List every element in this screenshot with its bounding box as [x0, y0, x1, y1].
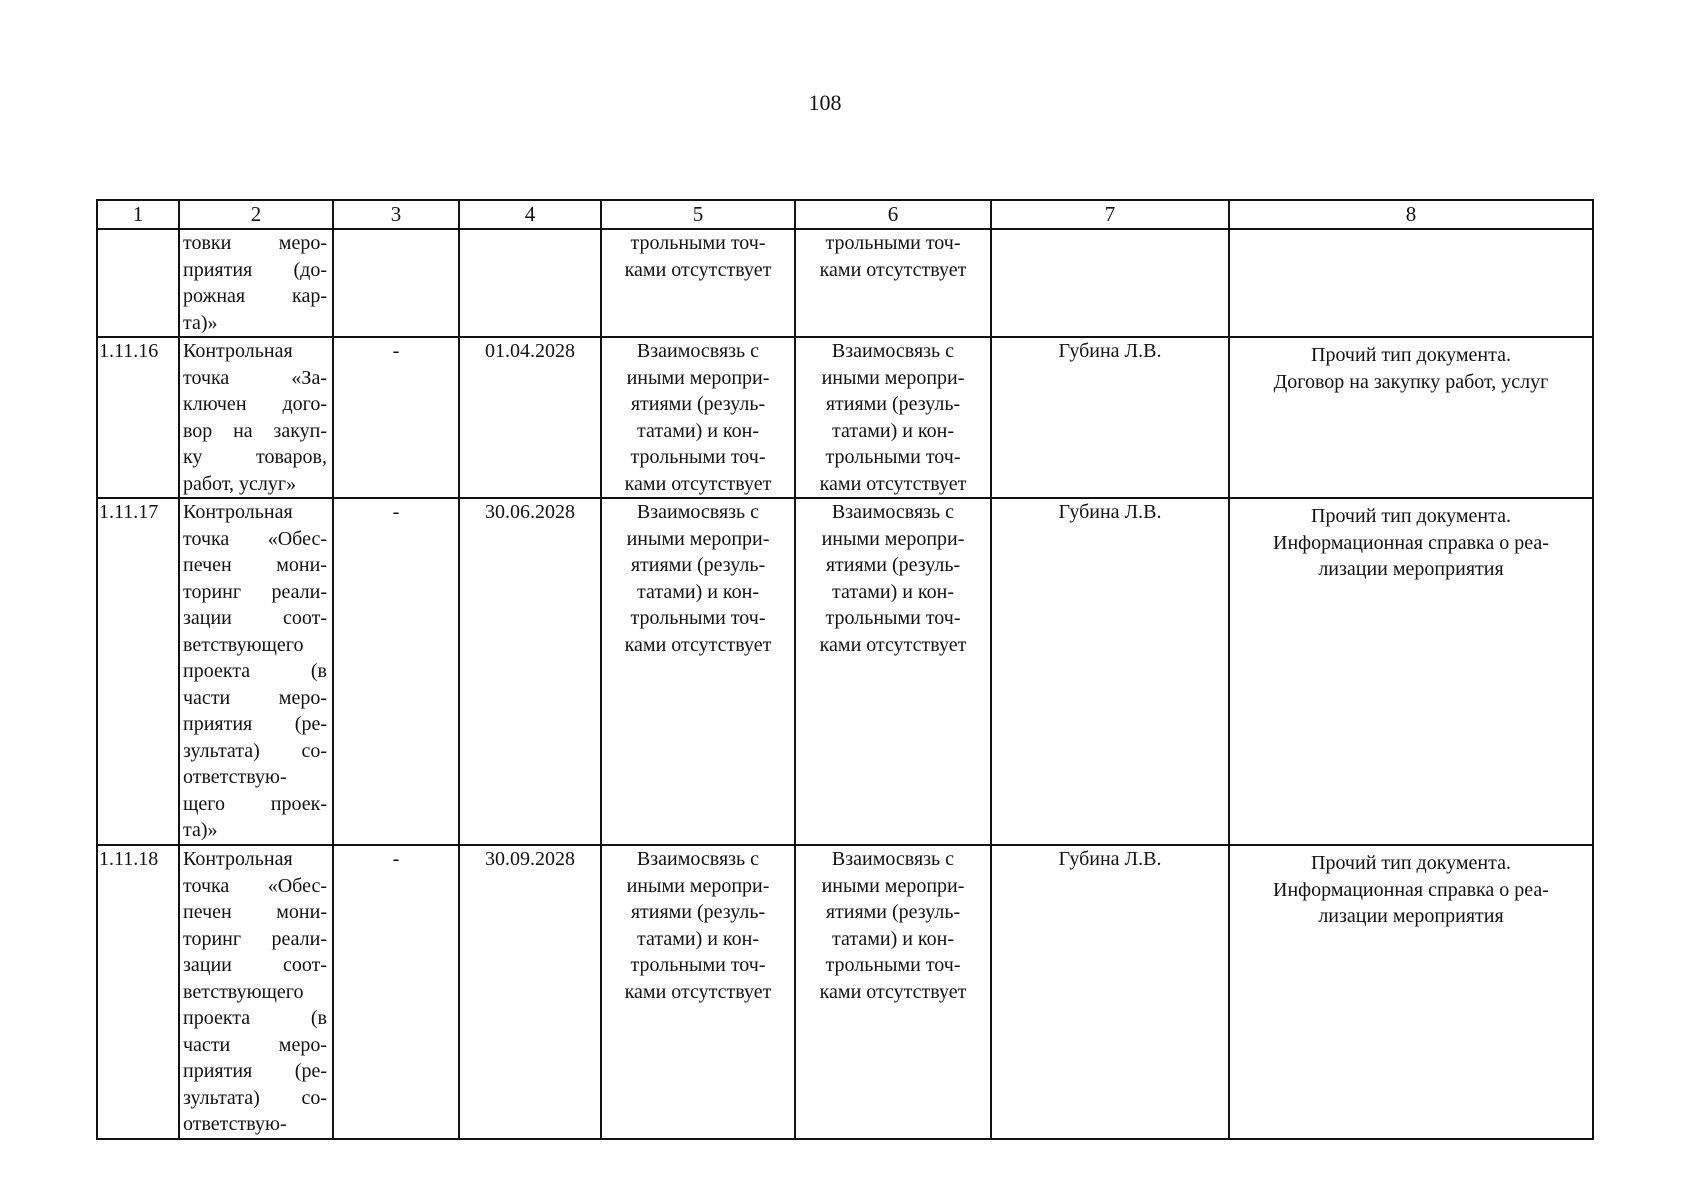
- cell-line: ками отсутствует: [624, 980, 772, 1003]
- predecessor-cell: -: [333, 337, 459, 498]
- deadline-cell: 30.09.2028: [459, 845, 601, 1139]
- cell-line: иными меропри-: [821, 874, 965, 897]
- measures-table: [96, 199, 1594, 1140]
- header-cell-7: 7: [991, 200, 1229, 229]
- cell-line: торинг реали-: [183, 580, 327, 603]
- cell-line: Прочий тип документа.: [1311, 505, 1511, 527]
- cell-line: части меро-: [183, 686, 327, 709]
- predecessor-cell: -: [333, 498, 459, 845]
- cell-line: лизации мероприятия: [1318, 905, 1504, 927]
- cell-line: ками отсутствует: [819, 472, 967, 495]
- cell-line: ками отсутствует: [819, 258, 967, 281]
- relation-cell-5: [601, 845, 795, 1139]
- item-name-cell: [179, 498, 333, 845]
- cell-line: татами) и кон-: [832, 419, 954, 442]
- cell-line: татами) и кон-: [637, 580, 759, 603]
- cell-line: иными меропри-: [821, 527, 965, 550]
- cell-line: ответствую-: [183, 1113, 287, 1135]
- cell-line: товки меро-: [183, 232, 327, 254]
- responsible-cell: [991, 229, 1229, 337]
- relation-cell-6: [795, 498, 991, 845]
- cell-line: печен мони-: [183, 901, 327, 923]
- cell-line: Взаимосвязь с: [831, 340, 955, 362]
- cell-line: та)»: [183, 311, 218, 334]
- cell-line: Прочий тип документа.: [1311, 852, 1511, 874]
- cell-line: ятиями (резуль-: [825, 554, 961, 576]
- predecessor-cell: [333, 229, 459, 337]
- cell-line: проекта (в: [183, 660, 327, 682]
- cell-line: трольными точ-: [825, 607, 961, 629]
- cell-line: иными меропри-: [626, 527, 770, 550]
- cell-line: щего проек-: [183, 792, 327, 815]
- header-cell-1: 1: [97, 200, 179, 229]
- relation-cell-6: [795, 845, 991, 1139]
- cell-line: ками отсутствует: [624, 633, 772, 656]
- cell-line: ятиями (резуль-: [825, 901, 961, 923]
- predecessor-cell: -: [333, 845, 459, 1139]
- cell-line: ключен дого-: [183, 393, 327, 415]
- cell-line: ками отсутствует: [624, 472, 772, 495]
- deadline-cell: 30.06.2028: [459, 498, 601, 845]
- table-row: [97, 845, 1593, 1139]
- cell-line: ветствующего: [183, 980, 304, 1003]
- cell-line: ответствую-: [183, 766, 287, 788]
- cell-line: ятиями (резуль-: [825, 393, 961, 415]
- cell-line: татами) и кон-: [637, 419, 759, 442]
- cell-line: Информационная справка о реа-: [1273, 878, 1549, 901]
- header-cell-8: 8: [1229, 200, 1593, 229]
- item-number-cell: 1.11.18: [97, 845, 179, 1139]
- cell-line: Прочий тип документа.: [1311, 344, 1511, 366]
- cell-line: Контрольная: [183, 848, 293, 870]
- cell-line: трольными точ-: [630, 232, 766, 254]
- item-name-cell: [179, 229, 333, 337]
- cell-line: зации соот-: [183, 607, 327, 629]
- cell-line: ятиями (резуль-: [630, 554, 766, 576]
- cell-line: трольными точ-: [630, 954, 766, 976]
- responsible-cell: Губина Л.В.: [991, 498, 1229, 845]
- responsible-cell: Губина Л.В.: [991, 337, 1229, 498]
- document-cell: [1229, 337, 1593, 498]
- cell-line: трольными точ-: [825, 446, 961, 468]
- cell-line: ветствующего: [183, 633, 304, 656]
- relation-cell-5: [601, 498, 795, 845]
- relation-cell-6: [795, 229, 991, 337]
- cell-line: татами) и кон-: [832, 927, 954, 950]
- cell-line: лизации мероприятия: [1318, 558, 1504, 580]
- cell-line: Договор на закупку работ, услуг: [1273, 370, 1549, 393]
- cell-line: вор на закуп-: [183, 419, 327, 442]
- cell-line: Информационная справка о реа-: [1273, 531, 1549, 554]
- page-number: 108: [808, 90, 842, 115]
- cell-line: Взаимосвязь с: [636, 340, 760, 362]
- relation-cell-5: [601, 337, 795, 498]
- cell-line: зультата) со-: [183, 1086, 327, 1109]
- cell-line: печен мони-: [183, 554, 327, 576]
- header-cell-2: 2: [179, 200, 333, 229]
- deadline-cell: 01.04.2028: [459, 337, 601, 498]
- cell-line: иными меропри-: [626, 366, 770, 389]
- cell-line: рожная кар-: [183, 285, 327, 307]
- cell-line: Взаимосвязь с: [831, 501, 955, 523]
- table-body: [97, 200, 1593, 1139]
- document-cell: [1229, 498, 1593, 845]
- cell-line: проекта (в: [183, 1007, 327, 1029]
- table-row: [97, 498, 1593, 845]
- cell-line: трольными точ-: [630, 446, 766, 468]
- cell-line: трольными точ-: [825, 954, 961, 976]
- cell-line: иными меропри-: [626, 874, 770, 897]
- document-cell: [1229, 845, 1593, 1139]
- cell-line: точка «За-: [183, 366, 327, 389]
- table-row: [97, 229, 1593, 337]
- header-cell-4: 4: [459, 200, 601, 229]
- header-cell-3: 3: [333, 200, 459, 229]
- cell-line: Взаимосвязь с: [636, 501, 760, 523]
- cell-line: Контрольная: [183, 501, 293, 523]
- cell-line: татами) и кон-: [832, 580, 954, 603]
- cell-line: ятиями (резуль-: [630, 901, 766, 923]
- cell-line: татами) и кон-: [637, 927, 759, 950]
- cell-line: трольными точ-: [630, 607, 766, 629]
- document-cell: [1229, 229, 1593, 337]
- header-cell-6: 6: [795, 200, 991, 229]
- cell-line: ятиями (резуль-: [630, 393, 766, 415]
- cell-line: точка «Обес-: [183, 874, 327, 897]
- deadline-cell: [459, 229, 601, 337]
- table-row: [97, 337, 1593, 498]
- cell-line: торинг реали-: [183, 927, 327, 950]
- cell-line: ками отсутствует: [819, 633, 967, 656]
- cell-line: приятия (ре-: [183, 713, 327, 735]
- cell-line: ками отсутствует: [819, 980, 967, 1003]
- item-number-cell: [97, 229, 179, 337]
- responsible-cell: Губина Л.В.: [991, 845, 1229, 1139]
- cell-line: Взаимосвязь с: [636, 848, 760, 870]
- cell-line: зультата) со-: [183, 739, 327, 762]
- item-number-cell: 1.11.16: [97, 337, 179, 498]
- item-name-cell: [179, 337, 333, 498]
- cell-line: зации соот-: [183, 954, 327, 976]
- item-number-cell: 1.11.17: [97, 498, 179, 845]
- relation-cell-5: [601, 229, 795, 337]
- item-name-cell: [179, 845, 333, 1139]
- cell-line: ку товаров,: [183, 446, 327, 468]
- cell-line: Контрольная: [183, 340, 293, 362]
- cell-line: ками отсутствует: [624, 258, 772, 281]
- cell-line: приятия (ре-: [183, 1060, 327, 1082]
- relation-cell-6: [795, 337, 991, 498]
- cell-line: точка «Обес-: [183, 527, 327, 550]
- cell-line: части меро-: [183, 1033, 327, 1056]
- cell-line: иными меропри-: [821, 366, 965, 389]
- cell-line: трольными точ-: [825, 232, 961, 254]
- cell-line: та)»: [183, 819, 218, 841]
- cell-line: работ, услуг»: [183, 472, 297, 495]
- cell-line: Взаимосвязь с: [831, 848, 955, 870]
- header-row: [97, 200, 1593, 229]
- header-cell-5: 5: [601, 200, 795, 229]
- cell-line: приятия (до-: [183, 258, 327, 281]
